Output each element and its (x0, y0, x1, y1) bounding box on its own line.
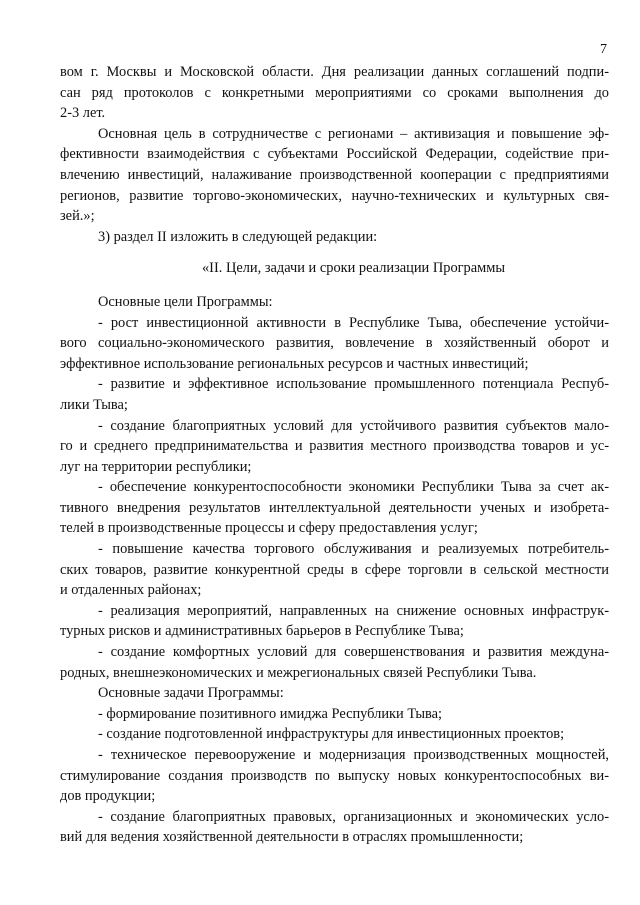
text-line: вого социально-экономического развития, вовлечение в хозяйственный оборот и (60, 335, 609, 352)
text-line: влечению инвестиций, налаживание производственной кооперации с предприятиями (60, 166, 609, 183)
subheading-tasks: Основные задачи Программы: (98, 685, 284, 702)
text-line: тивного внедрения результатов интеллектуальной деятельности ученых и изобрета- (60, 499, 609, 516)
text-line: - повышение качества торгового обслуживания и реализуемых потребитель- (98, 541, 609, 558)
text-line: вий для ведения хозяйственной деятельности в отраслях промышленности; (60, 829, 524, 846)
text-line: - рост инвестиционной активности в Республике Тыва, обеспечение устойчи- (98, 314, 609, 331)
text-line: стимулирование создания производств по выпуску новых конкурентоспособных ви- (60, 767, 609, 784)
text-line: вом г. Москвы и Московской области. Дня реализации данных соглашений подпи- (60, 64, 609, 80)
text-line: - развитие и эффективное использование промышленного потенциала Респуб- (98, 376, 609, 393)
text-line: - создание подготовленной инфраструктуры для инвестиционных проектов; (98, 726, 565, 743)
subheading-goals: Основные цели Программы: (98, 293, 273, 310)
section-heading: «II. Цели, задачи и сроки реализации Программы (201, 260, 506, 277)
text-line: - создание благоприятных правовых, организационных и экономических усло- (98, 808, 609, 825)
text-line: - создание благоприятных условий для устойчивого развития субъектов мало- (98, 417, 609, 434)
text-line: - обеспечение конкурентоспособности экономики Республики Тыва за счет ак- (98, 479, 609, 496)
text-line: - техническое перевооружение и модернизация производственных мощностей, (98, 747, 609, 763)
text-line: лики Тыва; (60, 396, 128, 413)
text-line: го и среднего предпринимательства и развития местного производства товаров и ус- (60, 438, 609, 455)
text-line: регионов, развитие торгово-экономических, научно-технических и культурных свя- (60, 187, 609, 204)
text-line: эффективное использование региональных ресурсов и частных инвестиций; (60, 355, 529, 372)
text-line: зей.»; (60, 208, 95, 225)
text-line: луг на территории республики; (60, 458, 252, 475)
text-line: родных, внешнеэкономических и межрегиональных связей Республики Тыва. (60, 664, 537, 681)
text-line: и отдаленных районах; (60, 582, 202, 599)
text-line: турных рисков и административных барьеров в Республике Тыва; (60, 623, 464, 640)
text-line: фективности взаимодействия с субъектами Российской Федерации, содействие при- (60, 146, 609, 163)
document-body (60, 62, 609, 848)
text-line: - реализация мероприятий, направленных на снижение основных инфраструк- (98, 602, 609, 619)
text-line: дов продукции; (60, 788, 156, 805)
text-line: ских товаров, развитие конкурентной среды в сфере торговли в сельской местности (60, 561, 609, 578)
text-line: - создание комфортных условий для совершенствования и развития междуна- (98, 644, 609, 661)
text-line: Основная цель в сотрудничестве с регионами – активизация и повышение эф- (98, 125, 609, 142)
text-line: сан ряд протоколов с конкретными мероприятиями со сроками выполнения до (60, 84, 609, 101)
text-line: - формирование позитивного имиджа Республики Тыва; (98, 705, 443, 722)
text-line: 3) раздел II изложить в следующей редакции: (98, 228, 378, 245)
text-line: 2-3 лет. (60, 105, 106, 122)
text-line: телей в производственные процессы и сферу предоставления услуг; (60, 520, 478, 537)
page-number: 7 (600, 42, 607, 57)
